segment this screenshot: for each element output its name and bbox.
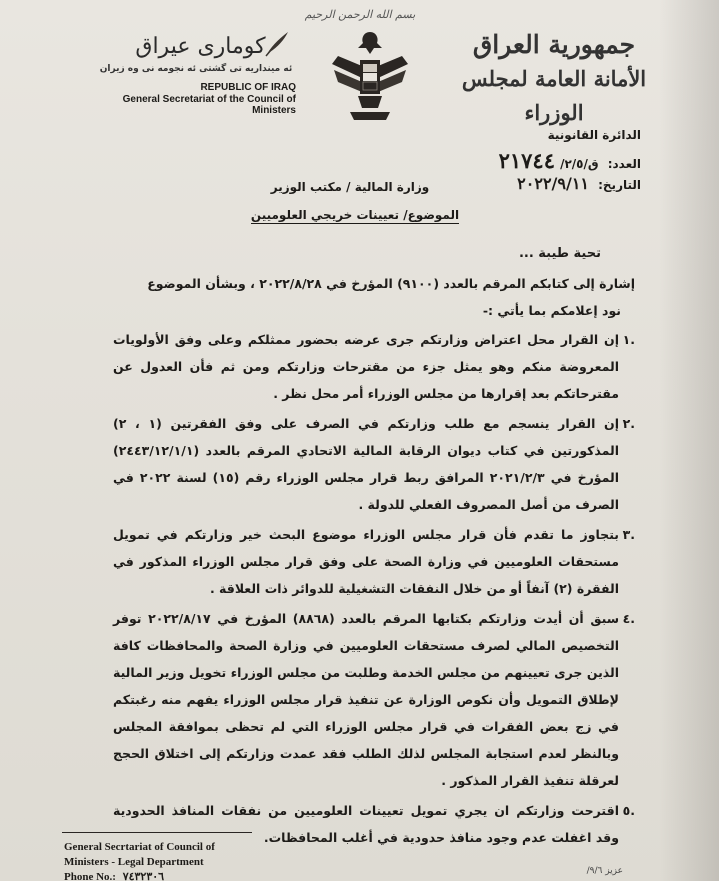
date-handwritten: ٢٠٢٢/٩/١١ [517, 174, 590, 193]
item-text: إن القرار ينسجم مع طلب وزارتكم في الصرف على وفق الفقرتين (١ ، ٢) المذكورتين في كتاب ديوان الرقابة المالية الاتحادي المرقم بالعدد (٢٤٤٣/١٢/١/١) المؤرخ في ٢٠٢١/٢/٣ المرافق ربط قرار مجلس الوزراء رقم (١٥) لسنة ٢٠٢٢ في الصرف من أصل المصروف الفعلي للدولة . [113, 416, 620, 512]
item-text: اقترحت وزارتكم ان يجري تمويل تعيينات العلوميين من نفقات المنافذ الحدودية وقد اغفلت عدم وجود منافذ حدودية في أغلب المحافظات. [113, 803, 619, 845]
item-number: .٣ [622, 527, 635, 542]
header-arabic-line2: الأمانة العامة لمجلس الوزراء [461, 66, 647, 125]
subject-text: الموضوع/ تعيينات خريجي العلوميين [250, 208, 460, 222]
list-item [113, 410, 635, 518]
items-list [113, 326, 635, 851]
header-kurdish-subtitle: ئه مینداریه تی گشتی ئه نجومه نی وه زیران [99, 64, 293, 74]
subject [250, 208, 460, 222]
intro-line1: إشارة إلى كتابكم المرقم بالعدد (٩١٠٠) المؤرخ في ٢٠٢٢/٨/٢٨ ، وبشأن الموضوع [147, 276, 635, 291]
footer-line2: Ministers - Legal Department [64, 856, 204, 868]
footer-initials: عزيز ٩/٦/ [586, 866, 623, 876]
header-english-country: REPUBLIC OF IRAQ [200, 82, 296, 93]
footer-phone [64, 870, 324, 881]
addressee: وزارة المالية / مكتب الوزير [270, 180, 430, 194]
footer-phone-value: ٧٤٣٢٣٠٦ [122, 871, 165, 881]
item-text: إن القرار محل اعتراض وزارتكم جرى عرضه بحضور ممثلكم وعلى وفق الأولويات المعروضة منكم وهو يمثل جزء من مقترحات وزارتكم ومن ثم فأن العدول عن مقترحاتكم بعد إقرارها من مجلس الوزراء أمر محل نظر . [113, 332, 619, 401]
footer-divider [62, 832, 252, 833]
department-label: الدائرة القانونية [547, 128, 641, 142]
footer-block [64, 840, 324, 881]
document-date [441, 174, 641, 193]
quill-pen-icon [262, 30, 292, 58]
reference-number [441, 148, 641, 173]
item-text: سبق أن أيدت وزارتكم بكتابها المرقم بالعدد (٨٨٦٨) المؤرخ في ٢٠٢٢/٨/١٧ توفر التخصيص المالي لصرف مستحقات العلوميين في وزارة الصحة والمحافظات كافة الذين جرى تعيينهم من مجلس الخدمة وطلبت من مجلس الوزراء تخويل وزير المالية لإطلاق التمويل وأن نكوص الوزارة عن تنفيذ قرار مجلس الوزراء يفهم منه رغبتكم في زج بعض الفقرات في قرار مجلس الوزراء التي لم تحظى بموافقة المجلس وبالنظر لعدم استجابة المجلس لذلك الطلب فقد عمدت وزارتكم إلى اختلاق الحجج لعرقلة تنفيذ القرار المذكور . [113, 611, 620, 788]
item-number: .٥ [622, 803, 635, 818]
item-number: .١ [622, 332, 635, 347]
basmala: بسم الله الرحمن الرحيم [304, 8, 416, 21]
item-number: .٤ [622, 611, 635, 626]
header-english-secretariat: General Secretariat of the Council of Ministers [122, 94, 296, 116]
date-label: التاريخ: [598, 178, 641, 192]
footer-line1: General Secrtariat of Council of [64, 841, 215, 853]
header-kurdish: كوماری عیراق [135, 34, 266, 59]
item-text: بتجاوز ما تقدم فأن قرار مجلس الوزراء موضوع البحث خير وزارتكم في تمويل مستحقات العلوميين في وزارة الصحة على وفق قرار مجلس الوزراء المذكور في الفقرة (٢) آنفاً أو من خلال النفقات التشغيلية للدوائر ذات العلاقة . [113, 527, 619, 596]
number-handwritten: ٢١٧٤٤ [498, 148, 555, 173]
list-item [113, 521, 635, 602]
number-label: العدد: [607, 157, 641, 171]
number-ref: ق/٢/٥/ [560, 157, 599, 171]
greeting: تحية طيبة ... [518, 246, 601, 261]
header-arabic-line1: جمهورية العراق [472, 30, 636, 59]
intro-line2: نود إعلامكم بما يأتي :- [482, 303, 621, 318]
list-item [113, 605, 635, 794]
intro [115, 270, 635, 324]
item-number: .٢ [622, 416, 635, 431]
list-item [113, 326, 635, 407]
header-arabic [449, 28, 659, 130]
footer-phone-label: Phone No.: [64, 871, 116, 881]
iraq-eagle-emblem [328, 26, 412, 126]
